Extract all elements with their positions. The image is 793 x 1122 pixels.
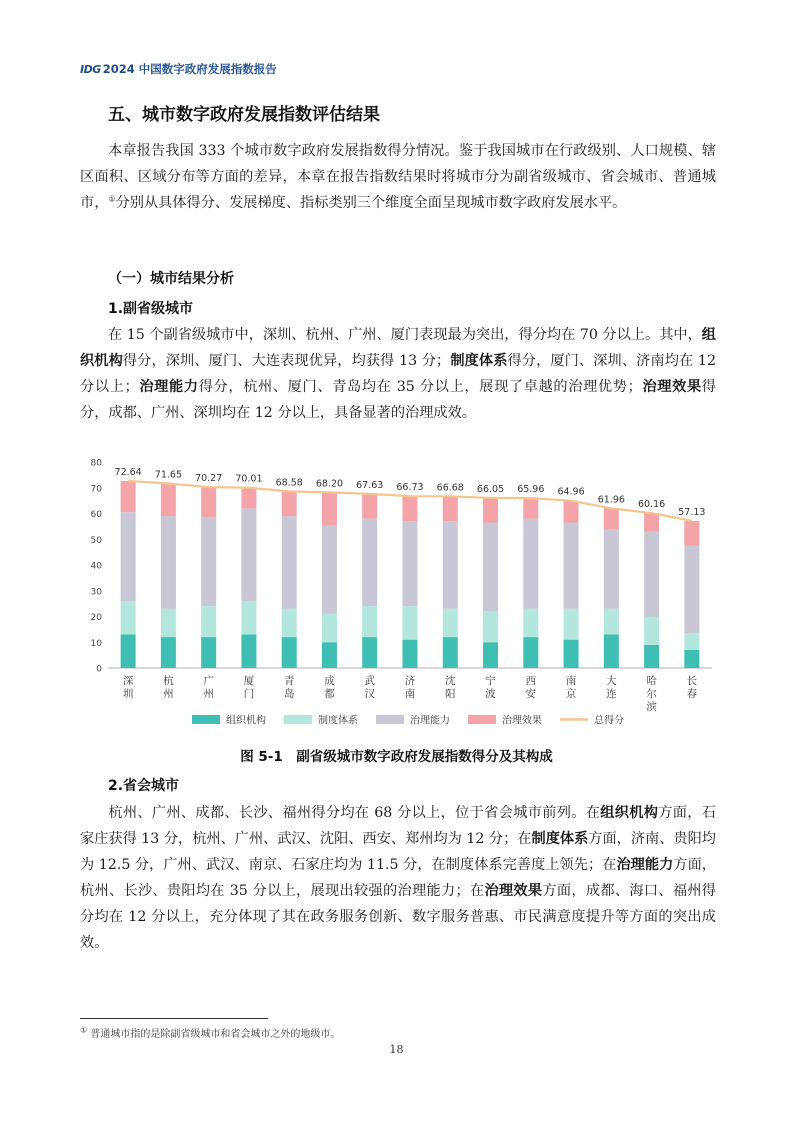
part1-paragraph <box>80 322 716 426</box>
category-label: 滨 <box>646 701 657 713</box>
keyword-system: 制度体系 <box>531 831 589 847</box>
bar-segment <box>403 606 418 639</box>
part1-text: 得分，深圳、厦门、大连表现优异，均获得 13 分； <box>122 353 451 369</box>
bar-segment <box>604 508 619 528</box>
part1-title: 1.副省级城市 <box>108 301 194 317</box>
category-label: 广 <box>203 675 214 687</box>
total-data-label: 66.68 <box>436 482 464 494</box>
bar-segment <box>483 642 498 668</box>
category-label: 哈 <box>646 675 657 687</box>
bar-segment <box>161 516 176 609</box>
bar-segment <box>241 488 256 509</box>
legend-swatch <box>468 715 496 724</box>
part2-title: 2.省会城市 <box>108 778 180 794</box>
keyword-org: 组织机构 <box>80 327 716 369</box>
category-label: 门 <box>243 688 255 700</box>
bar-segment <box>443 521 458 609</box>
bar-segment <box>121 512 136 601</box>
intro-text-a: 本章报告我国 333 个城市数字政府发展指数得分情况。鉴于我国城市在行政级别、人口规模、辖区面积、区域分布等方面的差异，本章在报告指数结果时将城市分为副省级城市、省会城市、普通城市， <box>80 143 716 211</box>
bar-segment <box>121 635 136 668</box>
bar-segment <box>604 609 619 635</box>
bar-segment <box>443 496 458 521</box>
bar-segment <box>322 492 337 525</box>
bar-segment <box>523 519 538 609</box>
total-data-label: 66.05 <box>476 483 505 495</box>
bar-segment <box>201 517 216 606</box>
total-data-label: 68.20 <box>315 478 344 490</box>
category-label: 厦 <box>243 675 255 687</box>
footnote <box>80 1025 340 1040</box>
total-data-label: 70.01 <box>235 473 263 485</box>
part2-text: 杭州、广州、成都、长沙、福州得分均在 68 分以上，位于省会城市前列。在 <box>108 805 601 821</box>
category-label: 连 <box>606 688 617 700</box>
category-label: 宁 <box>485 675 496 687</box>
bar-segment <box>121 601 136 634</box>
y-tick-label: 60 <box>90 510 102 520</box>
category-label: 济 <box>404 675 416 687</box>
category-label: 春 <box>686 688 698 700</box>
page-header <box>80 60 277 78</box>
y-tick-label: 30 <box>90 587 102 598</box>
subsection-title: （一）城市结果分析 <box>108 271 234 287</box>
bar-segment <box>684 546 699 634</box>
category-label: 南 <box>565 675 577 687</box>
bar-segment <box>564 609 579 640</box>
bar-segment <box>523 609 538 637</box>
part1-text: 得分，杭州、厦门、青岛均在 35 分以上，展现了卓越的治理优势； <box>198 379 642 395</box>
category-label: 深 <box>122 675 134 687</box>
keyword-capacity: 治理能力 <box>138 379 199 395</box>
bar-segment <box>322 642 337 668</box>
y-tick-label: 80 <box>90 458 102 469</box>
bar-segment <box>523 637 538 668</box>
bar-segment <box>483 523 498 612</box>
idg-logo: IDG <box>80 62 101 76</box>
footnote-divider <box>80 1018 268 1019</box>
bar-segment <box>684 650 699 668</box>
bar-segment <box>684 633 699 650</box>
category-label: 大 <box>606 675 617 687</box>
category-label: 尔 <box>646 688 657 700</box>
bar-segment <box>282 609 297 637</box>
category-label: 都 <box>324 688 335 700</box>
y-tick-label: 20 <box>90 613 102 623</box>
y-tick-label: 40 <box>90 561 102 572</box>
category-label: 州 <box>203 688 214 700</box>
footnote-mark: ① <box>80 1025 88 1035</box>
bar-segment <box>564 523 579 609</box>
bar-segment <box>121 481 136 512</box>
bar-segment <box>201 637 216 668</box>
total-data-label: 70.27 <box>195 473 223 485</box>
bar-segment <box>241 508 256 601</box>
category-label: 京 <box>565 688 577 700</box>
part2-text: 方面，石家庄获得 13 分，杭州、广州、武汉、沈阳、西安、郑州均为 12 分；在 <box>80 805 716 847</box>
part1-text: 得分，厦门、深圳、济南均在 12 分以上； <box>80 353 716 395</box>
bar-segment <box>282 516 297 609</box>
bar-segment <box>161 484 176 517</box>
footnote-text: 普通城市指的是除副省级城市和省会城市之外的地级市。 <box>90 1029 341 1040</box>
category-label: 州 <box>163 688 174 700</box>
bar-segment <box>483 498 498 523</box>
keyword-org: 组织机构 <box>600 805 659 821</box>
total-data-label: 68.58 <box>275 477 303 489</box>
bar-segment <box>604 529 619 609</box>
category-label: 南 <box>404 688 416 700</box>
category-label: 圳 <box>122 688 134 700</box>
keyword-effect: 治理效果 <box>641 379 702 395</box>
total-data-label: 64.96 <box>557 486 585 498</box>
part2-text: 方面，杭州、长沙、贵阳均在 35 分以上，展现出较强的治理能力；在 <box>80 857 716 899</box>
section-title: 五、城市数字政府发展指数评估结果 <box>108 105 380 125</box>
category-label: 西 <box>525 675 537 687</box>
bar-segment <box>644 532 659 617</box>
category-label: 武 <box>364 675 375 687</box>
part1-text: 得分，成都、广州、深圳均在 12 分以上，具备显著的治理成效。 <box>80 379 716 421</box>
intro-paragraph <box>80 138 716 216</box>
bar-segment <box>201 487 216 517</box>
stacked-bar-chart <box>80 450 720 740</box>
category-label: 成 <box>324 675 335 687</box>
part1-text: 在 15 个副省级城市中，深圳、杭州、广州、厦门表现最为突出，得分均在 70 分以上。其中， <box>108 327 702 343</box>
y-tick-label: 70 <box>90 484 102 495</box>
bar-segment <box>241 635 256 668</box>
bar-segment <box>483 611 498 642</box>
bar-segment <box>161 637 176 668</box>
bar-segment <box>282 637 297 668</box>
bar-segment <box>362 494 377 519</box>
legend-label: 组织机构 <box>226 715 266 727</box>
legend-swatch <box>192 715 220 724</box>
keyword-effect: 治理效果 <box>484 883 543 899</box>
bar-segment <box>362 606 377 637</box>
category-label: 长 <box>686 675 698 687</box>
bar-segment <box>443 609 458 637</box>
bar-segment <box>604 635 619 668</box>
total-data-label: 57.13 <box>678 506 706 518</box>
bar-segment <box>644 617 659 645</box>
bar-segment <box>161 609 176 637</box>
category-label: 波 <box>485 688 496 700</box>
bar-segment <box>362 637 377 668</box>
category-label: 岛 <box>283 688 295 700</box>
keyword-capacity: 治理能力 <box>616 857 674 873</box>
footnote-ref: ① <box>108 194 116 204</box>
bar-segment <box>241 601 256 634</box>
intro-text-b: 分别从具体得分、发展梯度、指标类别三个维度全面呈现城市数字政府发展水平。 <box>115 195 627 211</box>
bar-segment <box>362 519 377 607</box>
category-label: 沈 <box>445 675 456 687</box>
bar-segment <box>684 521 699 546</box>
bar-segment <box>644 645 659 668</box>
legend-swatch <box>376 715 404 724</box>
total-data-label: 60.16 <box>637 499 666 511</box>
total-data-label: 66.73 <box>396 482 424 494</box>
y-tick-label: 0 <box>96 664 102 675</box>
part2-text: 方面，济南、贵阳均为 12.5 分，广州、武汉、南京、石家庄均为 11.5 分，在制度体系完善度上领先；在 <box>80 831 716 873</box>
total-data-label: 61.96 <box>597 494 625 506</box>
keyword-system: 制度体系 <box>450 353 508 369</box>
category-label: 汉 <box>364 688 375 700</box>
bar-segment <box>443 637 458 668</box>
total-data-label: 67.63 <box>356 479 384 491</box>
category-label: 青 <box>283 675 295 687</box>
figure-caption: 图 5-1 副省级城市数字政府发展指数得分及其构成 <box>240 749 553 765</box>
part2-text: 方面，成都、海口、福州得分均在 12 分以上，充分体现了其在政务服务创新、数字服务普惠、市民满意度提升等方面的突出成效。 <box>80 883 716 951</box>
category-label: 杭 <box>163 675 174 687</box>
total-data-label: 65.96 <box>517 484 545 496</box>
legend-label: 治理能力 <box>410 715 450 727</box>
category-label: 安 <box>525 688 537 700</box>
total-data-label: 72.64 <box>114 466 142 478</box>
legend-label: 总得分 <box>594 715 624 727</box>
bar-segment <box>322 614 337 642</box>
bar-segment <box>644 513 659 531</box>
bar-segment <box>201 606 216 637</box>
legend-label: 治理效果 <box>502 715 542 727</box>
bar-segment <box>322 525 337 614</box>
y-tick-label: 50 <box>90 535 102 546</box>
part2-paragraph <box>80 800 716 956</box>
page-number: 18 <box>389 1043 404 1056</box>
category-label: 阳 <box>445 688 456 700</box>
legend-label: 制度体系 <box>318 715 358 727</box>
report-title: 2024 中国数字政府发展指数报告 <box>102 62 277 76</box>
bar-segment <box>403 640 418 668</box>
legend-swatch <box>284 715 312 724</box>
total-data-label: 71.65 <box>154 469 183 481</box>
bar-segment <box>403 496 418 521</box>
bar-segment <box>523 498 538 518</box>
bar-segment <box>282 491 297 516</box>
bar-segment <box>564 640 579 668</box>
bar-segment <box>564 501 579 523</box>
y-tick-label: 10 <box>90 638 102 649</box>
bar-segment <box>403 521 418 606</box>
